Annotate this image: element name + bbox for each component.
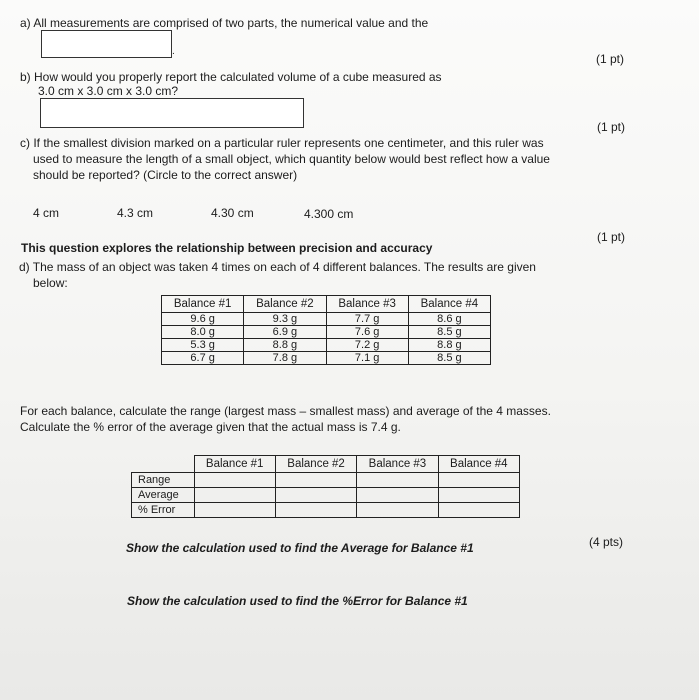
answer-cell[interactable] <box>275 503 356 518</box>
option-4-300cm[interactable]: 4.300 cm <box>304 207 354 221</box>
table-cell: 7.1 g <box>326 352 408 365</box>
points-c-top: (1 pt) <box>597 120 626 134</box>
table-cell: 6.7 g <box>162 352 244 365</box>
answer-row-average <box>132 488 520 503</box>
answer-cell[interactable] <box>275 473 356 488</box>
blank-corner <box>132 456 195 473</box>
instructions-line-1: For each balance, calculate the range (largest mass – smallest mass) and average of the 4 masses. <box>20 404 551 418</box>
answer-cell[interactable] <box>357 503 438 518</box>
table-cell: 9.6 g <box>162 313 244 326</box>
table-cell: 8.5 g <box>408 326 490 339</box>
table-cell: 6.9 g <box>244 326 326 339</box>
table-cell: 5.3 g <box>162 339 244 352</box>
table-cell: 8.5 g <box>408 352 490 365</box>
answer-row-error <box>132 503 520 518</box>
answer-table <box>131 455 520 518</box>
answer-box-a[interactable] <box>41 30 172 58</box>
answer-row-range <box>132 473 520 488</box>
balance-data-table <box>161 295 491 365</box>
question-a-text: a) All measurements are comprised of two parts, the numerical value and the <box>20 16 429 30</box>
header-balance-2: Balance #2 <box>244 296 326 313</box>
option-4-30cm[interactable]: 4.30 cm <box>211 206 254 220</box>
answer-header-balance-1: Balance #1 <box>194 456 275 473</box>
answer-header-balance-3: Balance #3 <box>357 456 438 473</box>
show-error-prompt: Show the calculation used to find the %Error for Balance #1 <box>127 594 468 608</box>
row-label-average: Average <box>132 488 195 503</box>
answer-cell[interactable] <box>438 503 519 518</box>
answer-cell[interactable] <box>194 488 275 503</box>
show-average-prompt: Show the calculation used to find the Average for Balance #1 <box>126 541 474 555</box>
answer-cell[interactable] <box>438 488 519 503</box>
table-row <box>162 326 491 339</box>
header-balance-4: Balance #4 <box>408 296 490 313</box>
table-cell: 8.8 g <box>244 339 326 352</box>
table-row <box>162 352 491 365</box>
row-label-range: Range <box>132 473 195 488</box>
question-b-text: b) How would you properly report the calculated volume of a cube measured as <box>20 70 442 84</box>
answer-cell[interactable] <box>275 488 356 503</box>
points-b: (1 pt) <box>596 52 625 66</box>
answer-cell[interactable] <box>194 503 275 518</box>
answer-table-header-row <box>132 456 520 473</box>
points-final: (4 pts) <box>589 535 624 549</box>
table-header-row <box>162 296 491 313</box>
answer-header-balance-4: Balance #4 <box>438 456 519 473</box>
table-row <box>162 339 491 352</box>
table-cell: 8.0 g <box>162 326 244 339</box>
answer-header-balance-2: Balance #2 <box>275 456 356 473</box>
table-cell: 7.2 g <box>326 339 408 352</box>
question-d-line-2: below: <box>33 276 68 290</box>
answer-cell[interactable] <box>357 473 438 488</box>
question-d-line-1: d) The mass of an object was taken 4 times on each of 4 different balances. The results are given <box>19 260 536 274</box>
answer-cell[interactable] <box>357 488 438 503</box>
header-balance-3: Balance #3 <box>326 296 408 313</box>
points-c: (1 pt) <box>597 230 626 244</box>
table-cell: 8.8 g <box>408 339 490 352</box>
question-b-text-2: 3.0 cm x 3.0 cm x 3.0 cm? <box>38 84 179 98</box>
question-c-line-1: c) If the smallest division marked on a particular ruler represents one centimeter, and this ruler was <box>20 136 544 150</box>
answer-cell[interactable] <box>194 473 275 488</box>
header-balance-1: Balance #1 <box>162 296 244 313</box>
table-cell: 7.6 g <box>326 326 408 339</box>
answer-box-b[interactable] <box>40 98 304 128</box>
question-c-line-3: should be reported? (Circle to the correct answer) <box>33 168 298 182</box>
table-row <box>162 313 491 326</box>
table-cell: 9.3 g <box>244 313 326 326</box>
row-label-error: % Error <box>132 503 195 518</box>
table-cell: 8.6 g <box>408 313 490 326</box>
option-4-3cm[interactable]: 4.3 cm <box>117 206 154 220</box>
option-4cm[interactable]: 4 cm <box>33 206 60 220</box>
answer-cell[interactable] <box>438 473 519 488</box>
period-mark: . <box>172 46 175 57</box>
instructions-line-2: Calculate the % error of the average given that the actual mass is 7.4 g. <box>20 420 401 434</box>
question-c-line-2: used to measure the length of a small object, which quantity below would best reflect how a value <box>33 152 550 166</box>
section-intro-heading: This question explores the relationship between precision and accuracy <box>21 241 433 255</box>
table-cell: 7.8 g <box>244 352 326 365</box>
table-cell: 7.7 g <box>326 313 408 326</box>
